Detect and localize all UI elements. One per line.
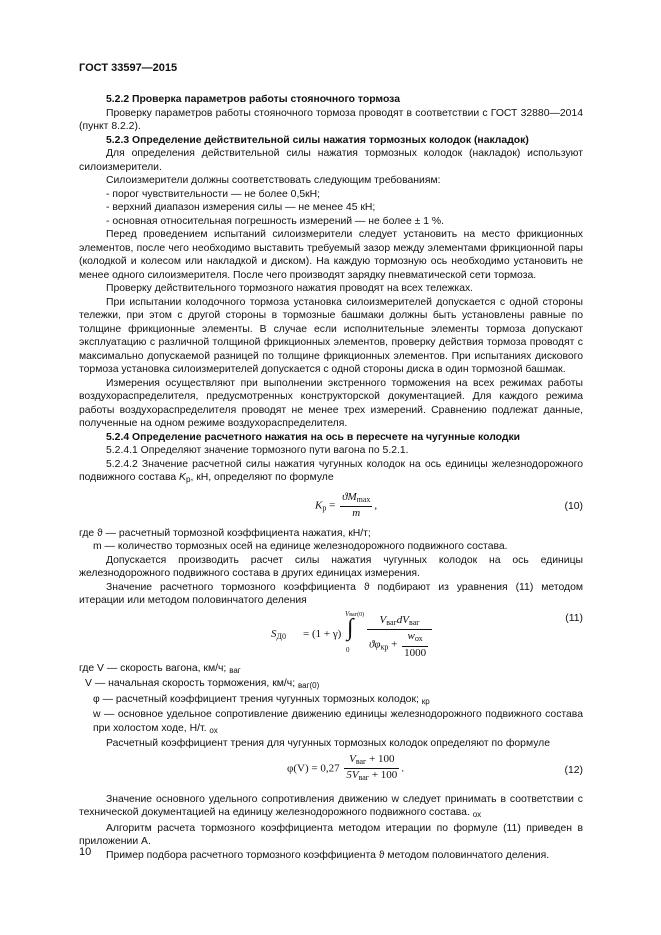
where-subscript: ваг [229,665,241,675]
where-subscript: кр [421,696,430,706]
fraction-numerator [344,753,399,770]
equals-sign: = [329,499,336,512]
list-item: - верхний диапазон измерения силы — не менее 45 кН; [106,202,376,213]
formula-10-body: $K_р$ = $\frac{ϑM_{max}}{m}$ , [315,490,378,519]
formula-symbol: 5V [346,769,359,781]
where-clause: m — количество тормозных осей на единице железнодорожного подвижного состава. [93,541,508,552]
formula-symbol: V [349,752,356,765]
formula-symbol: K [315,499,323,512]
fraction-numerator [340,491,372,508]
formula-subscript: ваг [358,773,370,782]
paragraph: Расчетный коэффициент трения для чугунных тормозных колодок определяют по формуле [106,738,551,749]
where-subscript: ваг(0) [297,681,320,690]
text-run: 5.2.4.2 Значение расчетной силы нажатия чугунных колодок на ось единицы железнодорожного подвижного состава [79,458,583,483]
formula-11-body [271,610,461,660]
where-clause [79,677,583,693]
formula-term: + 100 [366,752,395,765]
formula-symbol: w [407,630,415,642]
section-5-2-2-title: 5.2.2 Проверка параметров работы стояночного тормоза [106,94,400,105]
fraction-numerator [367,614,432,631]
formula-number: (11) [565,612,583,624]
formula-subscript: max [356,494,371,504]
formula-symbol: ϑφ [369,638,381,651]
fraction [367,614,432,661]
formula-symbol: S [271,627,277,640]
where-text: V — начальная скорость торможения, км/ч; [85,678,296,689]
formula-subscript: ваг [386,617,397,627]
section-5-2-3-title: 5.2.3 Определение действительной силы нажатия тормозных колодок (накладок) [106,134,529,146]
paragraph: Для определения действительной силы нажатия тормозных колодок (накладок) используют силоизмерители. [79,148,583,173]
page-number: 10 [79,846,92,858]
section-5-2-4-title: 5.2.4 Определение расчетного нажатия на ось в пересчете на чугунные колодки [106,431,521,443]
formula-subscript: ох [414,634,423,643]
paragraph: Перед проведением испытаний силоизмерители следует установить на место фрикционных элементов, после чего необходимо выставить требуемый зазор между элементами фрикционной пары (колодкой и колесом или накладкой и диском). На каждую тормозную ось необходимо установить не менее одного силоизмерителя. После чего производят зарядку пневматической сети тормоза. [79,229,583,281]
symbol-subscript: р [185,475,191,484]
formula-10 [79,487,583,527]
paragraph [79,793,583,822]
paragraph: Измерения осуществляют при выполнении экстренного торможения на всех режимах работы воздухораспределителя, предусмотренных конструкторской документацией. Для каждого режима работы воздухораспределителя проводят не менее трех измерений. Сравнению подлежат данные, полученные на одном режиме воздухораспределителя. [79,377,583,429]
integral-lower-limit: 0 [346,645,350,654]
formula-symbol: dV [396,613,410,626]
fraction-denominator: m [352,507,361,519]
formula-term: + 100 [369,769,398,781]
formula-number: (12) [564,764,583,776]
formula-number: (10) [564,500,583,512]
where-text: где V — скорость вагона, км/ч; [79,662,227,674]
where-text: w — основное удельное сопротивление движению единицы железнодорожного подвижного состава при холостом ходе, Н/т. [93,709,583,734]
text-run: Значение основного удельного сопротивления движению w следует принимать в соответствии с технической документацией на единицу железнодорожного подвижного состава. [79,793,583,818]
fraction-denominator: 1000 [404,646,427,659]
formula-symbol: V [345,609,350,618]
paragraph: Значение расчетного тормозного коэффициента ϑ подбирают из уравнения (11) методом итерации или методом половинчатого деления [79,581,583,606]
where-text: φ — расчетный коэффициент трения чугунных тормозных колодок; [93,693,419,705]
paragraph: Алгоритм расчета тормозного коэффициента методом итерации по формуле (11) приведен в приложении А. [79,822,583,847]
integral-sign: ∫ [347,614,354,641]
document-header-id: ГОСТ 33597—2015 [79,62,178,74]
formula-11 [79,608,583,662]
fraction-numerator [402,630,428,647]
paragraph: Силоизмерители должны соответствовать следующим требованиям: [106,175,441,186]
list-item: - порог чувствительности — не более 0,5кН; [106,188,321,200]
where-clause [79,708,583,737]
where-clause [79,662,583,678]
fraction [344,753,399,785]
formula-subscript: р [322,503,327,513]
formula-subscript: Д0 [276,631,286,641]
formula-symbol: ϑM [342,490,357,503]
formula-12 [79,751,583,793]
where-subscript: ох [209,725,218,735]
paragraph: Проверку действительного тормозного нажатия проводят на всех тележках. [106,283,474,294]
fraction [340,491,372,521]
text-run: , кН, определяют по формуле [190,472,334,483]
paragraph: Проверку параметров работы стояночного тормоза проводят в соответствии с ГОСТ 32880—2014 (пункт 8.2.2). [79,107,583,132]
formula-subscript: кр [380,642,389,652]
formula-lhs: φ(V) = 0,27 [287,762,340,775]
list-item: - основная относительная погрешность измерений — не более ± 1 %. [106,215,445,227]
formula-subscript: ваг [355,756,367,766]
symbol-subscript: ох [472,810,482,819]
paragraph: 5.2.4.1 Определяют значение тормозного пути вагона по 5.2.1. [106,445,409,456]
symbol: K [179,472,186,483]
formula-subscript: ваг(0) [349,611,365,618]
paragraph: Пример подбора расчетного тормозного коэффициента ϑ методом половинчатого деления. [106,849,550,861]
fraction [402,630,428,660]
paragraph: При испытании колодочного тормоза установка силоизмерителей допускается с одной стороны тележки, при этом с другой стороны в тормозные башмаки должны быть установлены равные по толщине фрикционные элементы. В случае если исполнительные элементы тормоза допускают эксплуатацию с различной толщиной фрикционных элементов, проверку действия тормоза проводят с максимально допускаемой разницей по толщине фрикционных элементов. При испытаниях дискового тормоза установка силоизмерителей допускается с одной стороны диска в один тормозной башмак. [79,296,583,375]
paragraph [79,458,583,487]
formula-coefficient: = (1 + γ) [303,627,342,640]
document-body [79,93,583,862]
fraction-denominator [344,769,399,785]
formula-subscript: ваг [409,617,420,627]
where-clause: где ϑ — расчетный тормозной коэффициента нажатия, кН/т; [79,527,371,539]
fraction-denominator: $ϑ\varphi_{кр}$ + $\frac{w_{ох}}{1000}$ [369,630,427,659]
formula-12-body: φ(V) = 0,27 $\frac{V_{ваг} + 100}{5V_{ваг} + 100}$ . [287,753,404,785]
paragraph: Допускается производить расчет силы нажатия чугунных колодок на ось единицы железнодорожного подвижного состава в других единицах измерения. [79,554,583,579]
formula-symbol: V [379,613,387,626]
where-clause [79,693,583,709]
